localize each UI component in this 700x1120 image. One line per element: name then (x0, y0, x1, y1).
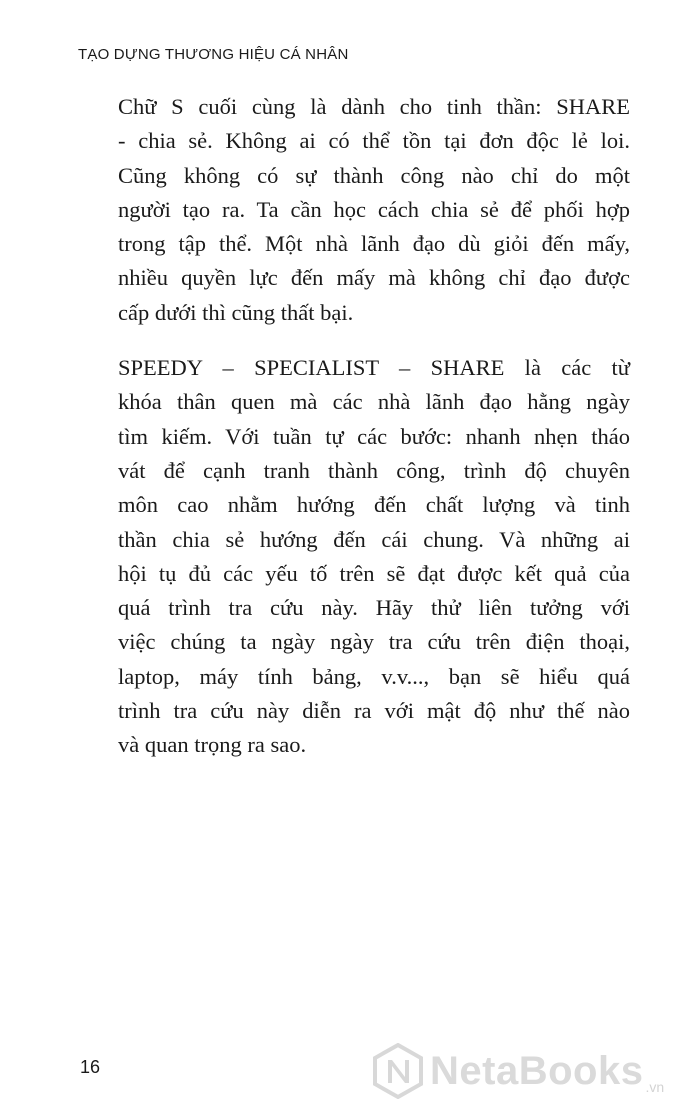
text-line: quá trình tra cứu này. Hãy thử liên tưởng với (118, 595, 630, 621)
body-text (118, 90, 630, 763)
text-line: cấp dưới thì cũng thất bại. (118, 299, 354, 325)
text-line: laptop, máy tính bảng, v.v..., bạn sẽ hiểu quá (118, 663, 630, 689)
text-line: nhiều quyền lực đến mấy mà không chỉ đạo được (118, 265, 630, 291)
text-line: SPEEDY – SPECIALIST – SHARE là các từ (118, 355, 630, 381)
paragraph-2 (118, 351, 630, 763)
text-line: và quan trọng ra sao. (118, 732, 307, 758)
watermark (372, 1043, 664, 1099)
paragraph-1 (118, 90, 630, 330)
netabooks-logo-icon (372, 1043, 424, 1099)
text-line: tìm kiếm. Với tuần tự các bước: nhanh nhẹn tháo (118, 423, 630, 449)
text-line: hội tụ đủ các yếu tố trên sẽ đạt được kết quả của (118, 560, 630, 586)
text-line: - chia sẻ. Không ai có thể tồn tại đơn độc lẻ loi. (118, 128, 630, 154)
text-line: Chữ S cuối cùng là dành cho tinh thần: SHARE (118, 94, 630, 119)
text-line: người tạo ra. Ta cần học cách chia sẻ để phối hợp (118, 196, 630, 222)
watermark-suffix: .vn (645, 1079, 665, 1095)
text-line: môn cao nhằm hướng đến chất lượng và tinh (118, 492, 630, 518)
text-line: vát để cạnh tranh thành công, trình độ chuyên (118, 457, 630, 483)
watermark-brand: NetaBooks (430, 1049, 644, 1093)
running-header: TẠO DỰNG THƯƠNG HIỆU CÁ NHÂN (78, 46, 349, 63)
text-line: thần chia sẻ hướng đến cái chung. Và những ai (118, 526, 630, 552)
text-line: trong tập thể. Một nhà lãnh đạo dù giỏi đến mấy, (118, 231, 630, 257)
text-line: khóa thân quen mà các nhà lãnh đạo hằng ngày (118, 389, 630, 415)
page-number: 16 (80, 1057, 101, 1077)
text-line: Cũng không có sự thành công nào chỉ do một (118, 162, 630, 188)
text-line: trình tra cứu này diễn ra với mật độ như thế nào (118, 698, 630, 724)
text-line: việc chúng ta ngày ngày tra cứu trên điện thoại, (118, 629, 630, 655)
